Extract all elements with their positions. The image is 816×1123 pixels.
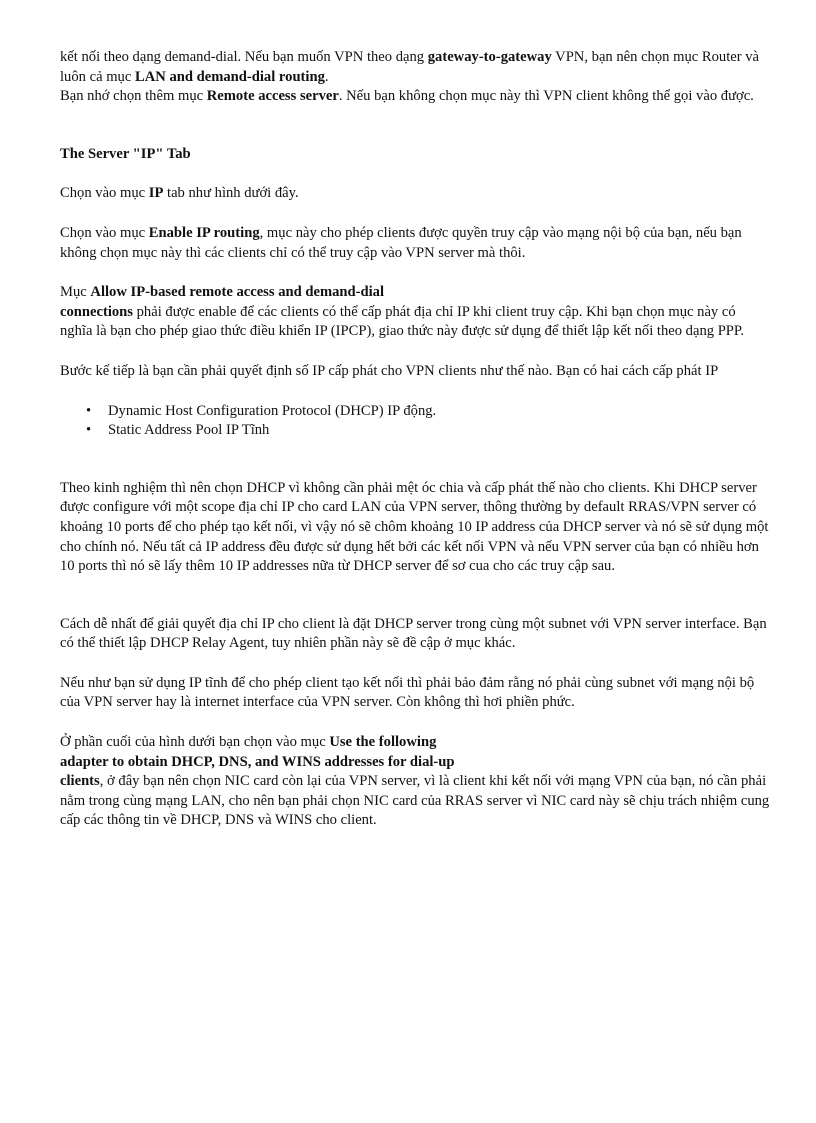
paragraph-allow-ip	[60, 283, 770, 342]
paragraph-demand-dial	[60, 48, 770, 87]
bold-ip: IP	[148, 185, 164, 202]
text-run: Bạn nhớ chọn thêm mục	[60, 88, 207, 105]
text-run: Mục	[60, 284, 91, 301]
bold-clients: clients	[60, 773, 100, 790]
bold-allow-ip: Allow IP-based remote access and demand-dial	[90, 284, 385, 301]
text-run: .	[324, 68, 329, 85]
paragraph-adapter	[60, 733, 770, 831]
text-run: , mục này cho phép clients được quyền truy cập vào mạng nội bộ của bạn, nếu bạn không chọn mục này thì các clients chỉ có thể truy cập vào VPN server mà thôi.	[60, 224, 742, 261]
bold-remote-access-server: Remote access server	[206, 88, 339, 105]
bold-enable-ip-routing: Enable IP routing	[148, 224, 260, 241]
ip-methods-list	[60, 402, 770, 441]
text-run: VPN, bạn nên chọn mục Router và luôn cả mục	[60, 49, 760, 85]
text-run: phải được enable để các clients có thể cấp phát địa chỉ IP khi client truy cập. Khi bạn chọn mục này có nghĩa là bạn cho phép giao thức điều khiển IP (IPCP), giao thức này được sử dụng để thiết lập kết nối theo dạng PPP.	[60, 303, 745, 340]
text-run: tab như hình dưới đây.	[163, 185, 299, 202]
bold-use-following: Use the following	[329, 734, 437, 751]
text-run: , ở đây bạn nên chọn NIC card còn lại của VPN server, vì là client khi kết nối với mạng VPN của bạn, nó cần phải nằm trong cùng mạng LAN, cho nên bạn phải chọn NIC card của RRAS server vì NIC card này sẽ chịu trách nhiệm cung cấp các thông tin về DHCP, DNS và WINS cho client.	[60, 773, 770, 829]
text-run: Chọn vào mục	[60, 224, 149, 241]
text-run: kết nối theo dạng demand-dial. Nếu bạn muốn VPN theo dạng	[60, 49, 428, 65]
list-item: • Dynamic Host Configuration Protocol (DHCP) IP động.	[108, 402, 770, 422]
section-heading: The Server "IP" Tab	[60, 145, 191, 162]
paragraph-next-step: Bước kế tiếp là bạn cần phải quyết định số IP cấp phát cho VPN clients như thế nào. Bạn có hai cách cấp phát IP	[60, 362, 719, 379]
bold-lan-routing: LAN and demand-dial routing	[134, 68, 325, 85]
paragraph-ip-tab	[60, 184, 770, 204]
bold-gateway-to-gateway: gateway-to-gateway	[427, 49, 552, 65]
paragraph-dhcp-experience: Theo kinh nghiệm thì nên chọn DHCP vì không cần phải mệt óc chia và cấp phát thế nào cho clients. Khi DHCP server được configure với một scope địa chỉ IP cho card LAN của VPN server, thông thường by default RRAS/VPN server có khoảng 10 ports để cho phép tạo kết nối, vì vậy nó sẽ chôm khoảng 10 IP address của DHCP server và nó sẽ sử dụng một cho chính nó. Nếu tất cả IP address đều được sử dụng hết bởi các kết nối VPN và nếu VPN server của bạn có nhiều hơn 10 ports thì nó sẽ lấy thêm 10 IP addresses nữa từ DHCP server để sơ cua cho các truy cập sau.	[60, 479, 769, 575]
text-run: Chọn vào mục	[60, 185, 149, 202]
bold-connections: connections	[60, 303, 133, 320]
document-page	[60, 48, 770, 831]
list-item: • Static Address Pool IP Tĩnh	[108, 421, 770, 441]
bold-adapter: adapter to obtain DHCP, DNS, and WINS addresses for dial-up	[60, 753, 455, 770]
paragraph-enable-ip-routing	[60, 224, 770, 263]
paragraph-remote-access	[60, 87, 770, 107]
paragraph-static-ip: Nếu như bạn sử dụng IP tĩnh để cho phép client tạo kết nối thì phải bảo đảm rằng nó phải cùng subnet với mạng nội bộ của VPN server hay là internet interface của VPN server. Còn không thì hơi phiền phức.	[60, 674, 755, 711]
paragraph-dhcp-subnet: Cách dễ nhất để giải quyết địa chỉ IP cho client là đặt DHCP server trong cùng một subnet với VPN server interface. Bạn có thể thiết lập DHCP Relay Agent, tuy nhiên phần này sẽ đề cập ở mục khác.	[60, 615, 767, 652]
text-run: . Nếu bạn không chọn mục này thì VPN client không thể gọi vào được.	[338, 88, 754, 105]
text-run: Ở phần cuối của hình dưới bạn chọn vào mục	[60, 734, 330, 751]
